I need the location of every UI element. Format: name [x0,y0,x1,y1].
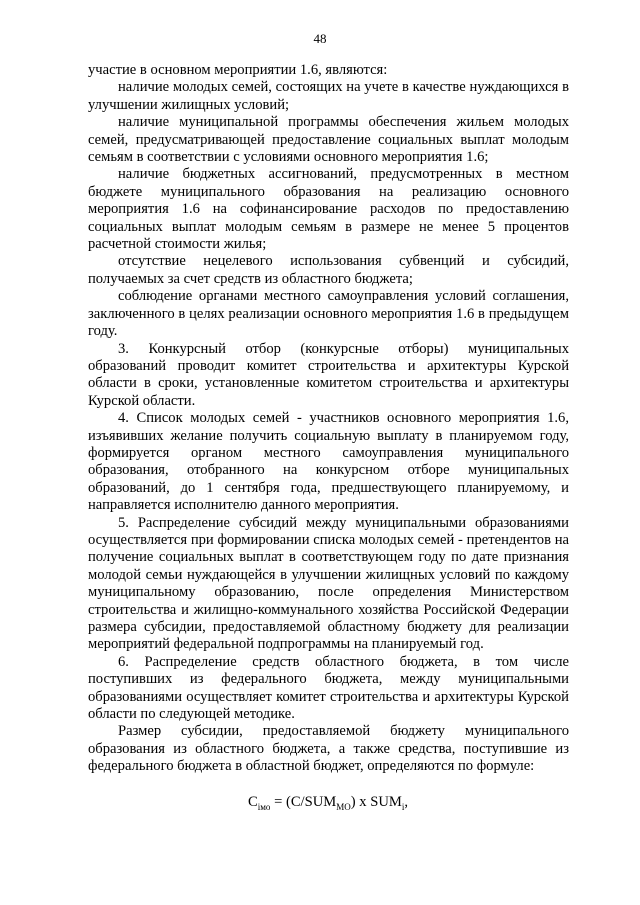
paragraph-condition-3: наличие бюджетных ассигнований, предусмотренных в местном бюджете муниципального образования на реализацию основного мероприятия 1.6 на софинансирование расходов по предоставлению социальных выплат молодым семьям в размере не менее 5 процентов расчетной стоимости жилья; [88,166,569,253]
paragraph-item-4: 4. Список молодых семей - участников основного мероприятия 1.6, изъявивших желание получить социальную выплату в планируемом году, формируется органом местного самоуправления муниципального образования, отобранного на конкурсном отборе муниципальных образований, до 1 сентября года, предшествующего планируемому, и направляется исполнителю данного мероприятия. [88,410,569,514]
page-number: 48 [313,31,327,46]
formula-lhs: C [248,793,258,810]
formula-rhs-sub: i [401,801,405,812]
paragraph-condition-2: наличие муниципальной программы обеспечения жильем молодых семей, предусматривающей предоставление социальных выплат молодым семьям в соответствии с условиями основного мероприятия 1.6; [88,114,569,166]
formula-mult: ) x SUM [350,793,402,810]
formula-lhs-sub: iмо [257,801,271,812]
formula-tail: , [404,793,409,810]
paragraph-lead: участие в основном мероприятии 1.6, являются: [88,62,388,78]
formula-mid-sub: МО [336,801,351,812]
paragraph-item-6: 6. Распределение средств областного бюджета, в том числе поступивших из федерального бюджета, между муниципальными образованиями осуществляет комитет строительства и архитектуры Курской области по следующей методике. [88,653,569,723]
formula-eq: = (C/SUM [270,793,337,810]
paragraph-item-3: 3. Конкурсный отбор (конкурсные отборы) муниципальных образований проводит комитет строительства и архитектуры Курской области в сроки, установленные комитетом строительства и архитектуры Курской области. [88,340,569,409]
paragraph-condition-4: отсутствие нецелевого использования субвенций и субсидий, получаемых за счет средств из областного бюджета; [88,253,569,287]
document-body [88,62,569,816]
formula [88,794,569,816]
paragraph-condition-1: наличие молодых семей, состоящих на учете в качестве нуждающихся в улучшении жилищных условий; [88,79,569,113]
paragraph-formula-intro: Размер субсидии, предоставляемой бюджету муниципального образования из областного бюджета, а также средства, поступившие из федерального бюджета в областной бюджет, определяются по формуле: [88,723,569,775]
paragraph-item-5: 5. Распределение субсидий между муниципальными образованиями осуществляется при формировании списка молодых семей - претендентов на получение социальных выплат в соответствующем году по дате признания молодой семьи нуждающейся в улучшении жилищных условий по каждому муниципальному образованию, после определения Министерством строительства и жилищно-коммунального хозяйства Российской Федерации размера субсидии, предоставляемой областному бюджету для реализации мероприятий федеральной подпрограммы на планируемый год. [88,514,569,653]
paragraph-condition-5: соблюдение органами местного самоуправления условий соглашения, заключенного в целях реализации основного мероприятия 1.6 в предыдущем году. [88,288,569,340]
